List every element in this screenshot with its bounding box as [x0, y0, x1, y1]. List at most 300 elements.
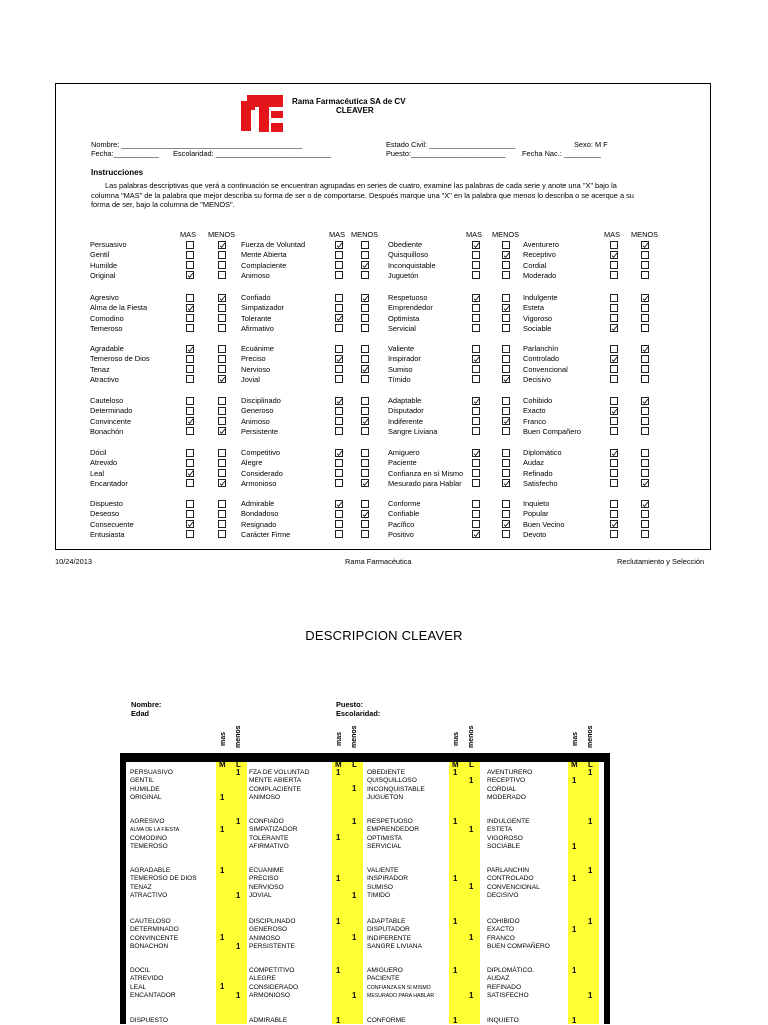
mas-checkbox[interactable]: [335, 427, 343, 435]
mas-checkbox[interactable]: [335, 304, 343, 312]
mas-checkbox[interactable]: [610, 530, 618, 538]
m-column-header: M: [571, 760, 578, 769]
mas-checkbox[interactable]: [472, 510, 480, 518]
mas-checkbox[interactable]: [186, 510, 194, 518]
mas-checkbox[interactable]: [186, 500, 194, 508]
menos-checkbox[interactable]: [641, 304, 649, 312]
menos-checkbox[interactable]: [361, 500, 369, 508]
score-table: [126, 762, 604, 1024]
form-title: CLEAVER: [336, 106, 374, 115]
menos-checkbox[interactable]: [641, 479, 649, 487]
mas-checkbox[interactable]: [472, 304, 480, 312]
menos-checkbox[interactable]: [361, 271, 369, 279]
menos-checkbox[interactable]: [218, 459, 226, 467]
l-column-header: L: [588, 760, 593, 769]
mas-checkbox[interactable]: [335, 479, 343, 487]
score-word-label: ADMIRABLE: [249, 1017, 288, 1024]
score-word-label: FRANCO: [487, 934, 515, 942]
mas-checkbox[interactable]: [472, 261, 480, 269]
menos-checkbox[interactable]: [641, 417, 649, 425]
mas-checkbox[interactable]: [610, 314, 618, 322]
menos-checkbox[interactable]: [218, 345, 226, 353]
score-word-label: INQUIETO: [487, 1017, 519, 1024]
word-label: Conforme: [388, 499, 421, 508]
mas-checkbox[interactable]: [335, 510, 343, 518]
menos-checkbox[interactable]: [361, 251, 369, 259]
word-label: Tímido: [388, 374, 411, 384]
menos-score-column: [465, 762, 480, 1024]
mas-checkbox[interactable]: [335, 500, 343, 508]
sexo-field[interactable]: Sexo: M F: [574, 140, 608, 149]
mas-checkbox[interactable]: [610, 294, 618, 302]
score-word-label: REFINADO: [487, 983, 522, 991]
mas-checkbox[interactable]: [186, 271, 194, 279]
menos-checkbox[interactable]: [361, 355, 369, 363]
word-label: Nervioso: [241, 364, 271, 374]
menos-checkbox[interactable]: [218, 479, 226, 487]
menos-checkbox[interactable]: [361, 294, 369, 302]
mas-checkbox[interactable]: [472, 427, 480, 435]
mas-checkbox[interactable]: [186, 469, 194, 477]
menos-checkbox[interactable]: [361, 417, 369, 425]
mas-checkbox[interactable]: [186, 355, 194, 363]
mas-checkbox[interactable]: [610, 520, 618, 528]
menos-checkbox[interactable]: [641, 271, 649, 279]
score-word-label: LEAL: [130, 983, 147, 991]
mas-checkbox[interactable]: [472, 469, 480, 477]
score-word-label: VALIENTE: [367, 867, 399, 874]
score-word-label: SANGRE LIVIANA: [367, 943, 422, 951]
footer-company: Rama Farmacéutica: [345, 557, 412, 566]
mas-checkbox[interactable]: [610, 261, 618, 269]
word-label: Pacífico: [388, 519, 415, 529]
score-word-label: AGRADABLE: [130, 867, 171, 874]
word-label: Convencional: [523, 364, 568, 374]
estado-civil-field[interactable]: Estado Civil: _____________________: [386, 140, 516, 149]
menos-checkbox[interactable]: [641, 407, 649, 415]
mas-checkbox[interactable]: [610, 500, 618, 508]
mas-checkbox[interactable]: [186, 479, 194, 487]
menos-checkbox[interactable]: [502, 261, 510, 269]
score-word-label: NERVIOSO: [249, 883, 284, 891]
mas-checkbox[interactable]: [472, 449, 480, 457]
menos-checkbox[interactable]: [641, 449, 649, 457]
menos-checkbox[interactable]: [641, 345, 649, 353]
mas-checkbox[interactable]: [335, 271, 343, 279]
word-label: Gentil: [90, 250, 110, 260]
menos-checkbox[interactable]: [502, 520, 510, 528]
menos-checkbox[interactable]: [361, 241, 369, 249]
mas-checkbox[interactable]: [472, 345, 480, 353]
menos-checkbox[interactable]: [641, 375, 649, 383]
menos-checkbox[interactable]: [641, 355, 649, 363]
menos-checkbox[interactable]: [641, 530, 649, 538]
menos-checkbox[interactable]: [361, 324, 369, 332]
word-label: Obediente: [388, 240, 423, 249]
menos-checkbox[interactable]: [502, 407, 510, 415]
mas-checkbox[interactable]: [335, 375, 343, 383]
mas-checkbox[interactable]: [610, 510, 618, 518]
score-word-label: ORIGINAL: [130, 794, 162, 802]
menos-checkbox[interactable]: [361, 375, 369, 383]
menos-checkbox[interactable]: [502, 417, 510, 425]
mas-checkbox[interactable]: [335, 449, 343, 457]
score-word-label: COMPLACIENTE: [249, 785, 302, 793]
menos-checkbox[interactable]: [641, 427, 649, 435]
menos-checkbox[interactable]: [502, 375, 510, 383]
menos-checkbox[interactable]: [361, 314, 369, 322]
mas-checkbox[interactable]: [335, 345, 343, 353]
menos-checkbox[interactable]: [218, 407, 226, 415]
mas-checkbox[interactable]: [335, 294, 343, 302]
menos-checkbox[interactable]: [641, 251, 649, 259]
menos-score-value: 1: [352, 816, 357, 826]
word-label: Preciso: [241, 354, 266, 364]
word-label: Original: [90, 270, 116, 280]
score-word-label: SIMPATIZADOR: [249, 826, 298, 834]
mas-checkbox[interactable]: [186, 345, 194, 353]
menos-checkbox[interactable]: [502, 449, 510, 457]
score-word-label: ANIMOSO: [249, 934, 281, 942]
menos-checkbox[interactable]: [502, 304, 510, 312]
menos-checkbox[interactable]: [641, 469, 649, 477]
l-column-header: L: [236, 760, 241, 769]
menos-checkbox[interactable]: [502, 427, 510, 435]
mas-score-value: 1: [453, 767, 458, 777]
menos-checkbox[interactable]: [502, 530, 510, 538]
menos-checkbox[interactable]: [361, 397, 369, 405]
menos-checkbox[interactable]: [502, 459, 510, 467]
menos-checkbox[interactable]: [218, 355, 226, 363]
mas-checkbox[interactable]: [472, 241, 480, 249]
word-label: Positivo: [388, 529, 414, 539]
word-label: Cauteloso: [90, 396, 124, 405]
menos-checkbox[interactable]: [502, 345, 510, 353]
score-word-label: CONFIADO: [249, 818, 284, 825]
menos-checkbox[interactable]: [502, 365, 510, 373]
word-label: Agresivo: [90, 293, 119, 302]
score-word-label: CONFORME: [367, 1017, 406, 1024]
menos-checkbox[interactable]: [502, 469, 510, 477]
mas-checkbox[interactable]: [186, 365, 194, 373]
mas-checkbox[interactable]: [610, 427, 618, 435]
word-label: Entusiasta: [90, 529, 125, 539]
score-word-label: CONTROLADO: [487, 875, 534, 883]
score-word-label: SOCIABLE: [487, 843, 520, 851]
score-word-label: ESTETA: [487, 826, 513, 834]
mas-checkbox[interactable]: [186, 324, 194, 332]
menos-checkbox[interactable]: [218, 417, 226, 425]
menos-checkbox[interactable]: [218, 294, 226, 302]
s2-escolaridad-label: Escolaridad:: [336, 709, 381, 718]
l-column-header: L: [469, 760, 474, 769]
mas-checkbox[interactable]: [610, 251, 618, 259]
nombre-field[interactable]: Nombre: ____________________________________________: [91, 140, 303, 149]
menos-score-value: 1: [588, 816, 593, 826]
mas-checkbox[interactable]: [335, 241, 343, 249]
mas-checkbox[interactable]: [186, 397, 194, 405]
mas-checkbox[interactable]: [186, 294, 194, 302]
word-label: Esteta: [523, 303, 544, 313]
mas-checkbox[interactable]: [610, 355, 618, 363]
menos-checkbox[interactable]: [502, 397, 510, 405]
word-label: Refinado: [523, 468, 553, 478]
mas-checkbox[interactable]: [610, 479, 618, 487]
menos-header: MENOS: [631, 230, 659, 239]
menos-checkbox[interactable]: [361, 469, 369, 477]
menos-checkbox[interactable]: [641, 459, 649, 467]
menos-checkbox[interactable]: [218, 261, 226, 269]
mas-checkbox[interactable]: [610, 407, 618, 415]
menos-checkbox[interactable]: [361, 510, 369, 518]
mas-checkbox[interactable]: [472, 500, 480, 508]
mas-checkbox[interactable]: [610, 241, 618, 249]
menos-checkbox[interactable]: [502, 479, 510, 487]
mas-checkbox[interactable]: [472, 459, 480, 467]
menos-checkbox[interactable]: [218, 449, 226, 457]
mas-checkbox[interactable]: [335, 324, 343, 332]
word-label: Indulgente: [523, 293, 558, 302]
menos-checkbox[interactable]: [218, 500, 226, 508]
mas-checkbox[interactable]: [186, 375, 194, 383]
mas-header: MAS: [466, 230, 483, 239]
mas-score-value: 1: [336, 965, 341, 975]
mas-checkbox[interactable]: [186, 427, 194, 435]
mas-checkbox[interactable]: [186, 449, 194, 457]
mas-checkbox[interactable]: [472, 314, 480, 322]
mas-checkbox[interactable]: [472, 271, 480, 279]
menos-vertical-header: menos: [235, 725, 242, 748]
mas-checkbox[interactable]: [335, 365, 343, 373]
company-name: Rama Farmacéutica SA de CV: [292, 97, 406, 106]
menos-checkbox[interactable]: [502, 324, 510, 332]
menos-checkbox[interactable]: [218, 510, 226, 518]
mas-checkbox[interactable]: [335, 520, 343, 528]
menos-checkbox[interactable]: [361, 459, 369, 467]
mas-checkbox[interactable]: [472, 479, 480, 487]
mas-checkbox[interactable]: [610, 397, 618, 405]
mas-checkbox[interactable]: [335, 459, 343, 467]
menos-checkbox[interactable]: [502, 251, 510, 259]
menos-checkbox[interactable]: [502, 510, 510, 518]
menos-checkbox[interactable]: [218, 271, 226, 279]
mas-checkbox[interactable]: [335, 530, 343, 538]
mas-checkbox[interactable]: [335, 469, 343, 477]
score-word-label: SERVICIAL: [367, 843, 402, 851]
menos-checkbox[interactable]: [502, 314, 510, 322]
mas-checkbox[interactable]: [186, 417, 194, 425]
mas-checkbox[interactable]: [335, 251, 343, 259]
word-label: Servicial: [388, 323, 416, 333]
menos-checkbox[interactable]: [218, 397, 226, 405]
menos-checkbox[interactable]: [218, 427, 226, 435]
score-word-label: AFIRMATIVO: [249, 843, 289, 851]
mas-checkbox[interactable]: [335, 397, 343, 405]
s2-nombre-label: Nombre:: [131, 700, 162, 709]
mas-checkbox[interactable]: [472, 365, 480, 373]
mas-checkbox[interactable]: [186, 304, 194, 312]
menos-checkbox[interactable]: [218, 241, 226, 249]
score-word-label: HUMILDE: [130, 785, 160, 793]
mas-checkbox[interactable]: [610, 365, 618, 373]
mas-checkbox[interactable]: [610, 469, 618, 477]
word-label: Inconquistable: [388, 260, 436, 270]
mas-checkbox[interactable]: [335, 261, 343, 269]
score-word-label: AUDAZ: [487, 975, 510, 983]
mas-checkbox[interactable]: [472, 407, 480, 415]
menos-checkbox[interactable]: [218, 530, 226, 538]
mas-score-value: 1: [572, 841, 577, 851]
score-word-label: INDIFERENTE: [367, 934, 411, 942]
escolaridad-field[interactable]: Escolaridad: ____________________________: [173, 149, 331, 158]
mas-checkbox[interactable]: [472, 417, 480, 425]
fecha-field[interactable]: Fecha:___________: [91, 149, 159, 158]
instrucciones-line-1: Las palabras descriptivas que verá a continuación se encuentran agrupadas en series de cuatro, examine las palabras de cada serie y anote una "X" bajo la: [105, 181, 617, 190]
score-word-label: DETERMINADO: [130, 926, 179, 934]
word-label: Consecuente: [90, 519, 134, 529]
menos-checkbox[interactable]: [641, 261, 649, 269]
score-word-label: DISPUESTO: [130, 1017, 168, 1024]
menos-checkbox[interactable]: [641, 397, 649, 405]
menos-score-value: 1: [469, 933, 474, 943]
score-word-label: ALMA DE LA FIESTA: [130, 827, 180, 834]
mas-checkbox[interactable]: [186, 530, 194, 538]
menos-checkbox[interactable]: [361, 427, 369, 435]
mas-checkbox[interactable]: [472, 355, 480, 363]
mas-checkbox[interactable]: [186, 520, 194, 528]
mas-checkbox[interactable]: [610, 417, 618, 425]
word-label: Buen Vecino: [523, 519, 565, 529]
menos-checkbox[interactable]: [502, 241, 510, 249]
word-label: Popular: [523, 509, 549, 519]
mas-checkbox[interactable]: [335, 355, 343, 363]
menos-checkbox[interactable]: [361, 261, 369, 269]
score-word-label: ARMONIOSO: [249, 992, 291, 1000]
word-label: Bonachón: [90, 426, 124, 436]
score-word-label: MODERADO: [487, 794, 526, 802]
mas-checkbox[interactable]: [610, 345, 618, 353]
score-word-label: PERSISTENTE: [249, 943, 295, 951]
mas-vertical-header: mas: [220, 731, 227, 746]
word-label: Carácter Firme: [241, 529, 291, 539]
mas-score-value: 1: [336, 767, 341, 777]
score-word-label: ATREVIDO: [130, 975, 164, 983]
menos-checkbox[interactable]: [641, 510, 649, 518]
mas-checkbox[interactable]: [186, 407, 194, 415]
mas-checkbox[interactable]: [186, 261, 194, 269]
menos-checkbox[interactable]: [641, 294, 649, 302]
mas-checkbox[interactable]: [186, 459, 194, 467]
menos-checkbox[interactable]: [218, 365, 226, 373]
score-word-label: GENEROSO: [249, 926, 288, 934]
score-word-label: SUMISO: [367, 883, 394, 891]
mas-checkbox[interactable]: [335, 314, 343, 322]
menos-checkbox[interactable]: [502, 271, 510, 279]
mas-checkbox[interactable]: [472, 251, 480, 259]
word-label: Inspirador: [388, 354, 421, 364]
word-label: Dócil: [90, 448, 107, 457]
menos-checkbox[interactable]: [218, 314, 226, 322]
score-word-label: ALEGRE: [249, 975, 276, 983]
score-word-label: GENTIL: [130, 777, 154, 785]
mas-checkbox[interactable]: [186, 314, 194, 322]
menos-score-value: 1: [588, 767, 593, 777]
menos-score-value: 1: [469, 882, 474, 892]
score-word-label: AVENTURERO: [487, 769, 533, 776]
menos-vertical-header: menos: [468, 725, 475, 748]
menos-checkbox[interactable]: [641, 365, 649, 373]
menos-checkbox[interactable]: [361, 365, 369, 373]
word-label: Tolerante: [241, 313, 272, 323]
menos-checkbox[interactable]: [502, 294, 510, 302]
menos-checkbox[interactable]: [218, 251, 226, 259]
score-word-label: BONACHON: [130, 943, 169, 951]
puesto-field[interactable]: Puesto:_______________________: [386, 149, 506, 158]
score-word-label: CAUTELOSO: [130, 918, 171, 925]
menos-checkbox[interactable]: [218, 304, 226, 312]
mas-checkbox[interactable]: [186, 241, 194, 249]
menos-checkbox[interactable]: [218, 469, 226, 477]
mas-checkbox[interactable]: [335, 417, 343, 425]
mas-checkbox[interactable]: [610, 304, 618, 312]
mas-header: MAS: [604, 230, 621, 239]
mas-checkbox[interactable]: [472, 520, 480, 528]
menos-checkbox[interactable]: [361, 520, 369, 528]
menos-checkbox[interactable]: [218, 520, 226, 528]
score-word-label: AMIGUERO: [367, 967, 403, 974]
s2-puesto-label: Puesto:: [336, 700, 364, 709]
menos-score-value: 1: [352, 890, 357, 900]
word-label: Buen Compañero: [523, 426, 581, 436]
menos-checkbox[interactable]: [361, 345, 369, 353]
menos-checkbox[interactable]: [641, 500, 649, 508]
mas-checkbox[interactable]: [472, 324, 480, 332]
word-label: Sangre Liviana: [388, 426, 438, 436]
mas-checkbox[interactable]: [610, 271, 618, 279]
menos-checkbox[interactable]: [361, 479, 369, 487]
word-label: Convincente: [90, 416, 132, 426]
word-label: Receptivo: [523, 250, 556, 260]
menos-checkbox[interactable]: [641, 314, 649, 322]
menos-checkbox[interactable]: [641, 520, 649, 528]
menos-checkbox[interactable]: [218, 324, 226, 332]
menos-checkbox[interactable]: [502, 355, 510, 363]
mas-checkbox[interactable]: [472, 294, 480, 302]
mas-checkbox[interactable]: [610, 449, 618, 457]
word-label: Vigoroso: [523, 313, 553, 323]
mas-checkbox[interactable]: [610, 324, 618, 332]
mas-checkbox[interactable]: [472, 397, 480, 405]
menos-checkbox[interactable]: [218, 375, 226, 383]
menos-checkbox[interactable]: [502, 500, 510, 508]
score-word-label: OPTIMISTA: [367, 834, 403, 842]
menos-checkbox[interactable]: [361, 304, 369, 312]
menos-checkbox[interactable]: [361, 449, 369, 457]
mas-checkbox[interactable]: [472, 375, 480, 383]
menos-checkbox[interactable]: [641, 241, 649, 249]
mas-checkbox[interactable]: [186, 251, 194, 259]
menos-checkbox[interactable]: [361, 530, 369, 538]
menos-checkbox[interactable]: [361, 407, 369, 415]
fecha-nac-field[interactable]: Fecha Nac.: _________: [522, 149, 601, 158]
mas-checkbox[interactable]: [610, 375, 618, 383]
word-label: Animoso: [241, 416, 270, 426]
mas-checkbox[interactable]: [472, 530, 480, 538]
mas-checkbox[interactable]: [610, 459, 618, 467]
mas-checkbox[interactable]: [335, 407, 343, 415]
word-label: Persuasivo: [90, 240, 127, 249]
menos-checkbox[interactable]: [641, 324, 649, 332]
